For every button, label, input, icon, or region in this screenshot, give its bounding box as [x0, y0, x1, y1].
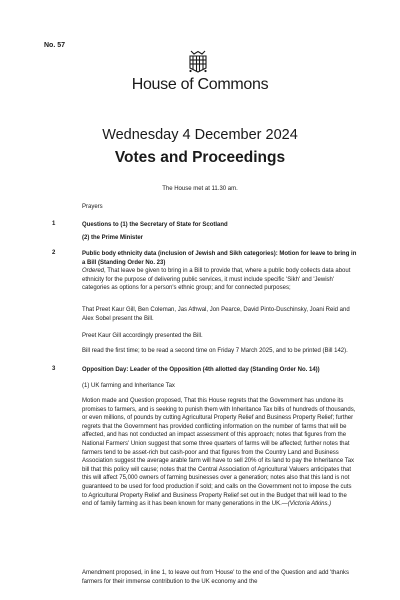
- motion-text: Motion made and Question proposed, That this House regrets that the Government has undone its promises to farmers, and is seeking to punish them with Inheritance Tax bills of hundreds of thousands, or even millions, of pounds by cutting Agricultural Property Relief and Business Property Relief; further regrets that the Government has provided conflicting information on the number of farms that will be affected, and has not conducted an impact assessment of this approach; notes that figures from the National Farmers' Union suggest that some three quarters of farms will be affected; further notes that farmers tend to be asset-rich but cash-poor and that figures from the Country Land and Business Association suggest the average arable farm will have to sell 20% of its land to pay the Inheritance Tax bill that this policy will cause; notes that the Central Association of Agricultural Valuers anticipates that this will affect 75,000 owners of farming businesses over a generation; notes also that this land is not guaranteed to be used for food production if sold; and calls on the Government not to impose the cuts to Agricultural Property Relief and Business Property Relief set out in the Budget that will lead to the end of family farming as it has been known for many generations in the UK.—: [82, 398, 356, 508]
- ordered-paragraph: [82, 267, 358, 293]
- ordered-label: Ordered: [82, 268, 105, 274]
- house-name: House of Commons: [131, 76, 269, 93]
- item-number: 2: [52, 250, 56, 256]
- bill-presented: Preet Kaur Gill accordingly presented the Bill.: [82, 333, 203, 339]
- amendment-paragraph: Amendment proposed, in line 1, to leave out from 'House' to the end of the Question and add 'thanks farmers for their immense contribution to the UK economy and the: [82, 570, 349, 585]
- item-heading: Opposition Day: Leader of the Opposition (4th allotted day (Standing Order No. 14)): [82, 367, 320, 373]
- item-number: 3: [52, 366, 56, 372]
- item-heading: Public body ethnicity data (inclusion of Jewish and Sikh categories): Motion for leave to bring in a Bill (Standing Order No. 23): [82, 251, 357, 266]
- issue-number: No. 57: [44, 42, 66, 49]
- meeting-note: The House met at 11.30 am.: [162, 186, 238, 192]
- item-subheading: (2) the Prime Minister: [82, 235, 144, 241]
- bill-reading: Bill read the first time; to be read a second time on Friday 7 March 2025, and to be printed (Bill 142).: [82, 348, 348, 354]
- item-number: 1: [52, 221, 56, 227]
- portcullis-crest-icon: [188, 50, 208, 74]
- ordered-text: , That leave be given to bring in a Bill to provide that, where a public body collects data about ethnicity for the purpose of delivering public services, it must include specific 'Sikh' and 'Jewish' categories as options for a person's ethnic group; and for connected purposes;: [82, 268, 351, 292]
- item-subheading: (1) UK farming and Inheritance Tax: [82, 383, 175, 389]
- page-title: Votes and Proceedings: [114, 149, 286, 166]
- prayers-entry: Prayers: [82, 204, 103, 210]
- motion-mover: (Victoria Atkins.): [287, 501, 332, 508]
- item-heading: Questions to (1) the Secretary of State for Scotland: [82, 222, 228, 228]
- motion-paragraph: [82, 397, 358, 509]
- bill-members: That Preet Kaur Gill, Ben Coleman, Jas Athwal, Jon Pearce, David Pinto-Duschinsky, Joani Reid and Alex Sobel present the Bill.: [82, 307, 350, 322]
- sitting-date: Wednesday 4 December 2024: [102, 127, 298, 143]
